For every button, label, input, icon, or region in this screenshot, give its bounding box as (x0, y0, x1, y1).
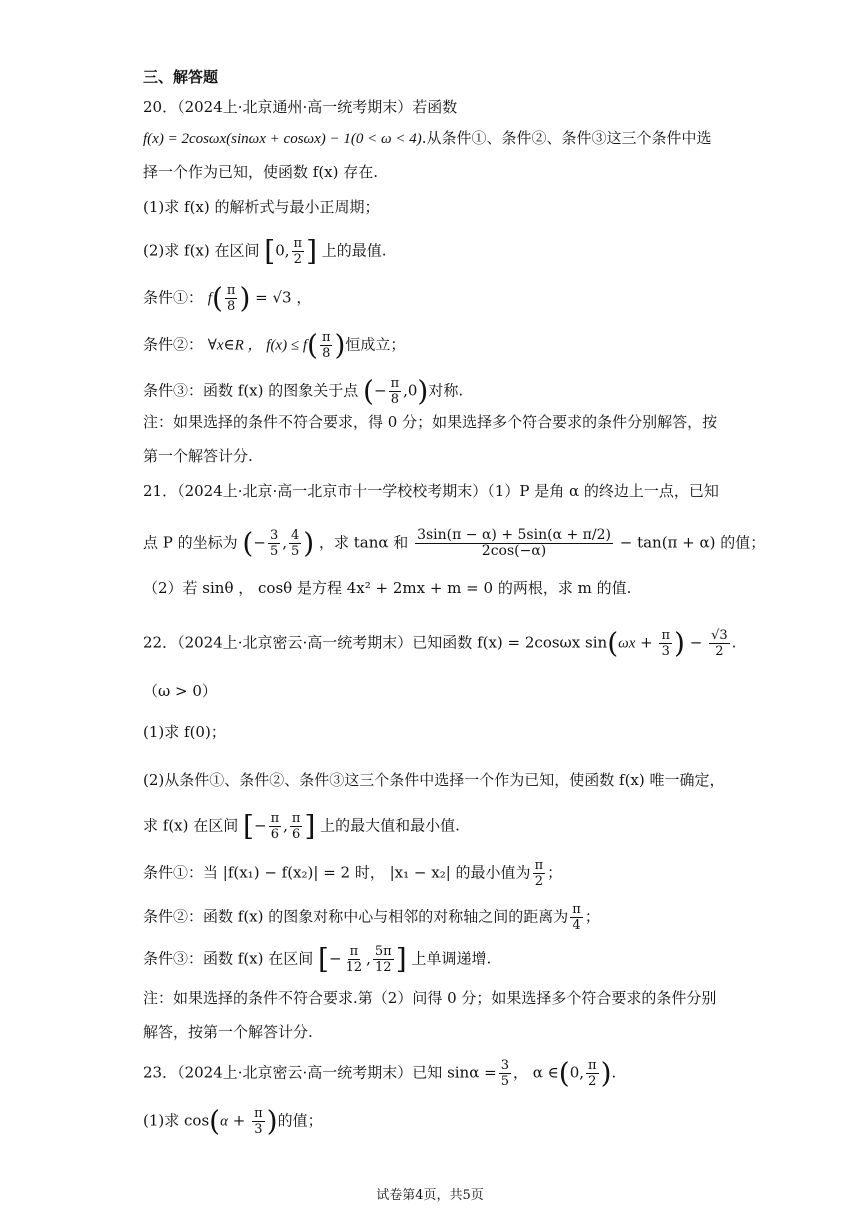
page-footer: 试卷第4页，共5页 (376, 1188, 484, 1203)
q20-condition-2: 条件②： ∀x∈R ， f(x) ≤ f( $\frac{\pi}{8}$ )恒成立； (143, 328, 406, 362)
q22-part1: (1)求 f(0)； (143, 723, 226, 741)
q20-line2: 择一个作为已知，使函数 f(x) 存在. (143, 163, 379, 181)
q23-header: 23．（2024上·北京密云·高一统考期末）已知 sinα = $\frac{3}{5}$ ， α ∈(0, $\frac{\pi}{2}$ ). (143, 1056, 617, 1090)
q23-part1: (1)求 cos(α + $\frac{\pi}{3}$ )的值； (143, 1104, 323, 1138)
q20-condition-1: 条件①： f( $\frac{\pi}{8}$ ) = √3 ， (143, 281, 312, 315)
q20-part2: (2)求 f(x) 在区间 [0, $\frac{\pi}{2}$ ] 上的最值. (143, 234, 387, 268)
q20-note-line2: 第一个解答计分. (143, 447, 253, 465)
q20-line1-tail: .从条件①、条件②、条件③这三个条件中选 (421, 129, 712, 147)
q22-note-line2: 解答，按第一个解答计分. (143, 1023, 313, 1041)
section-title: 三、解答题 (143, 68, 219, 86)
q20-note-line1: 注：如果选择的条件不符合要求，得 0 分；如果选择多个符合要求的条件分别解答，按 (143, 413, 718, 431)
q22-part2: (2)从条件①、条件②、条件③这三个条件中选择一个作为已知，使函数 f(x) 唯一确定， (143, 771, 725, 789)
q22-condition-2: 条件②：函数 f(x) 的图象对称中心与相邻的对称轴之间的距离为 $\frac{\pi}{4}$ ； (143, 902, 600, 933)
q20-condition-3: 条件③：函数 f(x) 的图象关于点 (− $\frac{\pi}{8}$ ,0)对称. (143, 374, 464, 408)
q22-condition-3: 条件③：函数 f(x) 在区间 [− $\frac{\pi}{12}$ , $\frac{5\pi}{12}$ ] 上单调递增. (143, 942, 492, 976)
q21-line2: 点 P 的坐标为 (− $\frac{3}{5}$ , $\frac{4}{5}$ ) ，求 tanα 和 $\frac{3\sin(\pi - \alpha) + 5\sin(\alpha + \pi/2)}{2\cos(-\alpha)}$ − tan(π + α) 的值； (143, 526, 766, 560)
q20-formula: f(x) = 2cosωx(sinωx + cosωx) − 1(0 < ω < 4) (143, 131, 422, 147)
q20-line1 (143, 128, 712, 149)
q20-header: 20．（2024上·北京通州·高一统考期末）若函数 (143, 98, 458, 116)
q20-part1: (1)求 f(x) 的解析式与最小正周期； (143, 198, 380, 216)
q22-note-line1: 注：如果选择的条件不符合要求.第（2）问得 0 分；如果选择多个符合要求的条件分别 (143, 989, 717, 1007)
q22-condition: （ω > 0） (143, 682, 217, 700)
q22-header: 22．（2024上·北京密云·高一统考期末）已知函数 f(x) = 2cosωx sin(ωx + $\frac{\pi}{3}$ ) − $\frac{√3}{2}$ . (143, 626, 737, 660)
q22-condition-1: 条件①：当 |f(x₁) − f(x₂)| = 2 时， |x₁ − x₂| 的最小值为 $\frac{\pi}{2}$ ； (143, 858, 563, 889)
q21-header: 21．（2024上·北京·高一北京市十一学校校考期末）（1）P 是角 α 的终边上一点，已知 (143, 482, 719, 500)
q22-part2b: 求 f(x) 在区间 [− $\frac{\pi}{6}$ , $\frac{\pi}{6}$ ] 上的最大值和最小值. (143, 809, 460, 843)
q21-part2: （2）若 sinθ ， cosθ 是方程 4x² + 2mx + m = 0 的两根，求 m 的值. (143, 579, 632, 597)
